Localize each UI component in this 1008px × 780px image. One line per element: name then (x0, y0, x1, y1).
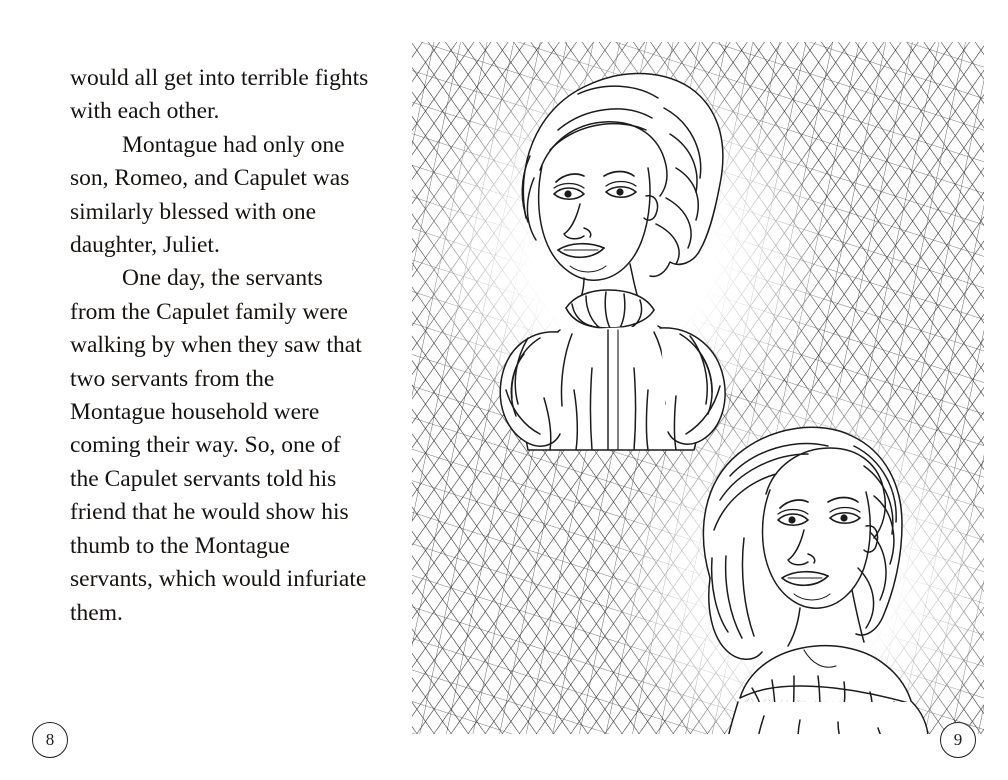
paragraph-1: would all get into terrible fights with each other. (70, 65, 369, 125)
left-page (0, 0, 400, 780)
page-number-right: 9 (940, 722, 976, 758)
right-page (400, 0, 1008, 780)
illustration-two-women (408, 38, 988, 738)
paragraph-3: One day, the servants from the Capulet family were walking by when they saw that two servants from the Montague household were coming their way. So, one of the Capulet servants told his friend that he would show his thumb to the Montague servants, which would infuriate them. (70, 265, 367, 626)
page-number-left: 8 (32, 722, 68, 758)
body-text-column (70, 62, 370, 630)
paragraph-2: Montague had only one son, Romeo, and Capulet was similarly blessed with one daughter, Juliet. (70, 131, 350, 259)
